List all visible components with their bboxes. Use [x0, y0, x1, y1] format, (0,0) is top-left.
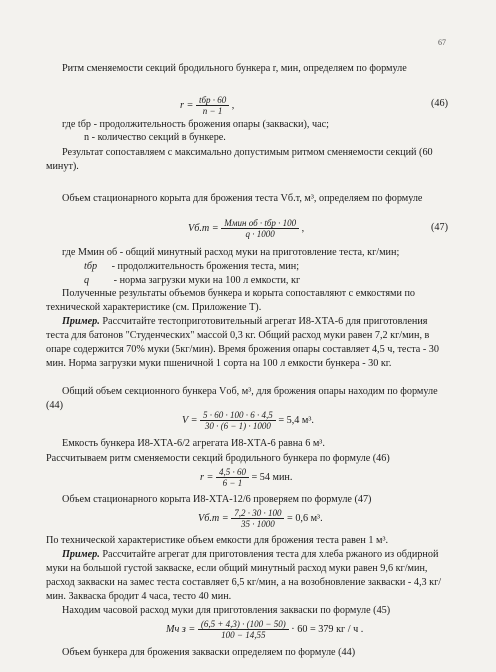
paragraph-hourly-flour: Находим часовой расход муки для приготовления закваски по формуле (45): [62, 605, 391, 616]
paragraph-rhythm-calc: Рассчитываем ритм сменяемости секций бродильного бункера по формуле (46): [46, 453, 390, 464]
formula-47-number: (47): [431, 222, 448, 233]
paragraph-total-volume: Общий объем секционного бункера Vоб, м³, для брожения опары находим по формуле (44): [46, 386, 438, 411]
calc-4-lhs: Mч з =: [166, 623, 196, 635]
where-q-text: - норма загрузки муки на 100 л емкости, кг: [113, 275, 301, 286]
where-t-br: где tбр - продолжительность брожения опары (закваски), час;: [62, 119, 329, 130]
paragraph-tech-capacity: По технической характеристике объем емкости для брожения теста равен 1 м³.: [46, 535, 389, 546]
calc-4-denominator: 100 − 14,55: [221, 630, 266, 640]
calc-2-denominator: 6 − 1: [222, 478, 243, 488]
calc-4-numerator: (6,5 + 4,3) · (100 − 50): [198, 619, 289, 630]
calc-1-lhs: V =: [182, 414, 198, 426]
calc-2-result: = 54 мин.: [251, 471, 293, 483]
paragraph-bunker-capacity: Емкость бункера И8-ХТА-6/2 агрегата И8-ХТА-6 равна 6 м³.: [62, 438, 325, 449]
calc-3-lhs: Vб.т =: [198, 512, 229, 524]
formula-46-numerator: tбр · 60: [196, 95, 229, 106]
calc-hourly-flour: [166, 619, 363, 640]
formula-47-fraction: [221, 218, 299, 239]
paragraph-starter-bunker: Объем бункера для брожения закваски определяем по формуле (44): [62, 647, 356, 658]
formula-46-number: (46): [431, 98, 448, 109]
calc-3-result: = 0,6 м³.: [287, 512, 323, 524]
calc-1-result: = 5,4 м³.: [278, 414, 314, 426]
where-t-br-2-symbol: tбр: [84, 261, 98, 272]
formula-46-denominator: n − 1: [202, 106, 223, 116]
calc-3-denominator: 35 · 1000: [240, 519, 275, 529]
formula-46: [180, 95, 234, 116]
where-q: [84, 274, 300, 287]
formula-47-denominator: q · 1000: [245, 229, 275, 239]
paragraph-trough-check: Объем стационарного корыта И8-ХТА-12/6 проверяем по формуле (47): [62, 494, 372, 505]
example-2-label: Пример.: [62, 549, 100, 560]
paragraph-rhythm: Ритм сменяемости секций бродильного бункера r, мин, определяем по формуле: [62, 63, 407, 74]
calc-rhythm: [200, 467, 292, 488]
calc-1-numerator: 5 · 60 · 100 · 6 · 4,5: [200, 410, 276, 421]
formula-47-lhs: Vб.т =: [188, 222, 219, 234]
calc-2-fraction: [216, 467, 249, 488]
formula-46-fraction: [196, 95, 229, 116]
calc-4-result: · 60 = 379 кг / ч .: [291, 623, 364, 635]
calc-2-numerator: 4,5 · 60: [216, 467, 249, 478]
calc-bunker-volume: [182, 410, 314, 431]
example-2: [46, 548, 451, 604]
example-1-text: Рассчитайте тестоприготовительный агрегат И8-ХТА-6 для приготовления теста для батонов "Студенческих" массой 0,3 кг. Общий расход муки равен 7,2 кг/мин, в опаре содержится 70% муки (5кг/мин). Время брожения опары составляет 4,5 ч, теста - 30 мин. Норма загрузки муки пшеничной 1 сорта на 100 л емкости бункера - 30 кг.: [46, 316, 439, 369]
where-t-br-2-text: - продолжительность брожения теста, мин;: [111, 261, 300, 272]
page-number: 67: [438, 38, 446, 47]
example-2-text: Рассчитайте агрегат для приготовления теста для хлеба ржаного из обдирной муки на большой густой закваске, если общий минутный расход муки равен 9,6 кг/мин, расход закваски на замес теста составляет 6,5 кг/мин, а на возобновление закваски - 4,3 кг/мин. Закваска бродит 4 часа, тесто 40 мин.: [46, 549, 442, 602]
paragraph-results: Полученные результаты объемов бункера и корыта сопоставляют с емкостями по технической характеристике (см. Приложение Т).: [46, 288, 415, 313]
paragraph-trough-volume: Объем стационарного корыта для брожения теста Vб.т, м³, определяем по формуле: [62, 193, 423, 204]
where-n: n - количество секций в бункере.: [84, 132, 226, 143]
paragraph-compare: Результат сопоставляем с максимально допустимым ритмом сменяемости секций (60 минут).: [46, 147, 433, 172]
formula-46-comma: ,: [231, 99, 235, 111]
calc-4-fraction: [198, 619, 289, 640]
formula-47: [188, 218, 304, 239]
calc-2-lhs: r =: [200, 471, 214, 483]
where-t-br-2: [84, 260, 299, 273]
where-m-ob: где Mмин об - общий минутный расход муки на приготовление теста, кг/мин;: [62, 247, 400, 258]
calc-1-denominator: 30 · (6 − 1) · 1000: [204, 421, 271, 431]
calc-3-fraction: [231, 508, 284, 529]
example-1-label: Пример.: [62, 316, 100, 327]
formula-47-numerator: Mмин об · tбр · 100: [221, 218, 299, 229]
calc-3-numerator: 7,2 · 30 · 100: [231, 508, 284, 519]
calc-trough-volume: [198, 508, 323, 529]
example-1: [46, 315, 451, 371]
where-q-symbol: q: [84, 275, 90, 286]
calc-1-fraction: [200, 410, 276, 431]
formula-46-lhs: r =: [180, 99, 194, 111]
formula-47-comma: ,: [301, 222, 305, 234]
